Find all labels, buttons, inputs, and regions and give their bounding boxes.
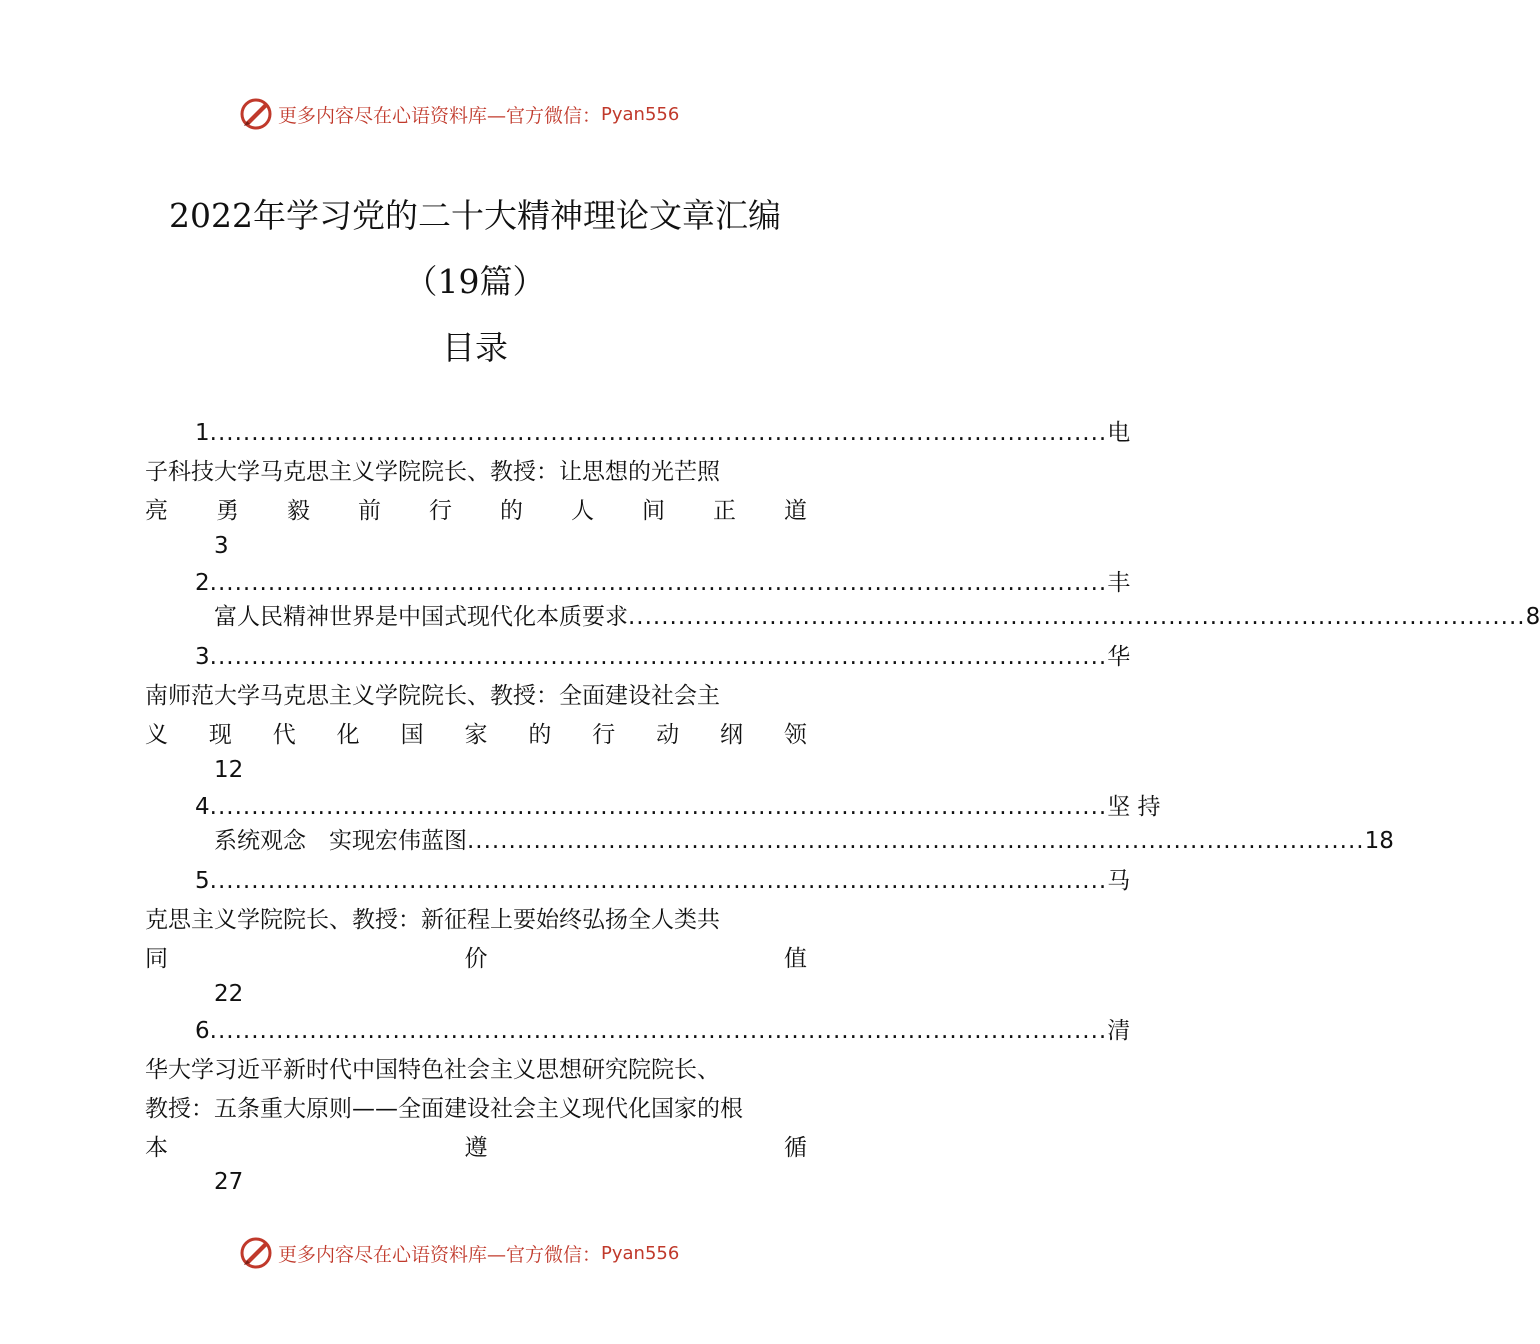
toc-entry-1-text: 子科技大学马克思主义学院院长、教授：让思想的光芒照 <box>145 459 720 485</box>
leader-dots: ............................................................................................................ <box>209 570 1108 596</box>
spread-char: 正 <box>713 498 736 524</box>
toc-entry-5-page: 22 <box>214 981 244 1007</box>
leader-dots: ............................................................................................................ <box>628 604 1526 630</box>
spread-char: 行 <box>429 498 452 524</box>
toc-entry-text: 系统观念 实现宏伟蓝图 <box>214 828 467 854</box>
toc-heading: 目录 <box>442 328 508 367</box>
toc-entry-number: 2 <box>195 570 210 596</box>
spread-char: 间 <box>642 498 665 524</box>
spread-char: 义 <box>145 722 168 748</box>
spread-char: 人 <box>571 498 594 524</box>
spread-char: 勇 <box>216 498 239 524</box>
toc-entry-1-page: 3 <box>214 533 229 559</box>
spread-char: 国 <box>400 722 424 748</box>
toc-entry-page: 18 <box>1364 828 1394 854</box>
leader-dots: ............................................................................................................ <box>209 868 1108 894</box>
spread-char: 家 <box>464 722 488 748</box>
pen-logo-icon <box>238 96 274 132</box>
leader-dots: ............................................................................................................ <box>209 644 1108 670</box>
spread-char: 纲 <box>720 722 744 748</box>
toc-entry-6-page: 27 <box>214 1169 244 1195</box>
toc-entry-page: 8 <box>1525 604 1540 630</box>
toc-entry-first-char: 华 <box>1107 644 1131 670</box>
spread-char: 行 <box>592 722 616 748</box>
toc-entry-1-spread <box>145 496 807 526</box>
leader-dots: ............................................................................................................ <box>467 828 1365 854</box>
banner-text: 更多内容尽在心语资料库—官方微信： <box>278 104 602 127</box>
toc-entry-first-char: 马 <box>1107 868 1131 894</box>
toc-entry-3-text: 南师范大学马克思主义学院院长、教授：全面建设社会主 <box>145 683 720 709</box>
spread-char: 的 <box>500 498 523 524</box>
leader-dots: ............................................................................................................ <box>209 1018 1108 1044</box>
document-title: 2022年学习党的二十大精神理论文章汇编 <box>169 196 781 235</box>
toc-entry-2-lead[interactable] <box>195 568 1131 598</box>
toc-entry-4-lead[interactable] <box>195 792 1161 822</box>
toc-entry-5-spread <box>145 944 807 974</box>
leader-dots: ............................................................................................................ <box>209 420 1108 446</box>
leader-dots: ............................................................................................................ <box>209 794 1108 820</box>
toc-entry-first-char: 坚 持 <box>1107 794 1161 820</box>
toc-entry-3-spread <box>145 720 807 750</box>
spread-char: 本 <box>145 1135 168 1161</box>
spread-char: 价 <box>464 946 488 972</box>
spread-char: 道 <box>784 498 807 524</box>
toc-entry-3-lead[interactable] <box>195 642 1131 672</box>
spread-char: 遵 <box>464 1135 488 1161</box>
toc-entry-text: 富人民精神世界是中国式现代化本质要求 <box>214 604 628 630</box>
spread-char: 现 <box>208 722 232 748</box>
spread-char: 代 <box>272 722 296 748</box>
toc-entry-5-text: 克思主义学院院长、教授：新征程上要始终弘扬全人类共 <box>145 907 720 933</box>
toc-entry-3-page: 12 <box>214 757 244 783</box>
toc-entry-2-text <box>214 602 1540 632</box>
banner-text: 更多内容尽在心语资料库—官方微信： <box>278 1243 602 1266</box>
toc-entry-first-char: 电 <box>1107 420 1131 446</box>
toc-entry-6-lead[interactable] <box>195 1016 1131 1046</box>
spread-char: 的 <box>528 722 552 748</box>
spread-char: 同 <box>145 946 168 972</box>
toc-entry-5-lead[interactable] <box>195 866 1131 896</box>
footer-banner <box>238 1233 738 1273</box>
spread-char: 领 <box>783 722 807 748</box>
header-banner <box>238 94 738 134</box>
spread-char: 化 <box>336 722 360 748</box>
toc-entry-number: 4 <box>195 794 210 820</box>
toc-entry-6-spread <box>145 1133 807 1163</box>
banner-account: Pyan556 <box>601 1242 680 1264</box>
toc-entry-number: 1 <box>195 420 210 446</box>
toc-entry-1-lead[interactable] <box>195 418 1131 448</box>
banner-account: Pyan556 <box>601 103 680 125</box>
toc-entry-number: 6 <box>195 1018 210 1044</box>
toc-entry-number: 3 <box>195 644 210 670</box>
toc-entry-6-text-1: 华大学习近平新时代中国特色社会主义思想研究院院长、 <box>145 1057 720 1083</box>
toc-entry-first-char: 清 <box>1107 1018 1131 1044</box>
spread-char: 动 <box>656 722 680 748</box>
toc-entry-first-char: 丰 <box>1107 570 1131 596</box>
spread-char: 循 <box>784 1135 807 1161</box>
spread-char: 毅 <box>287 498 310 524</box>
pen-logo-icon <box>238 1235 274 1271</box>
spread-char: 亮 <box>145 498 168 524</box>
document-subtitle: （19篇） <box>404 262 546 301</box>
spread-char: 值 <box>784 946 807 972</box>
spread-char: 前 <box>358 498 381 524</box>
toc-entry-6-text-2: 教授：五条重大原则——全面建设社会主义现代化国家的根 <box>145 1096 743 1122</box>
toc-entry-number: 5 <box>195 868 210 894</box>
toc-entry-4-text <box>214 826 1394 856</box>
